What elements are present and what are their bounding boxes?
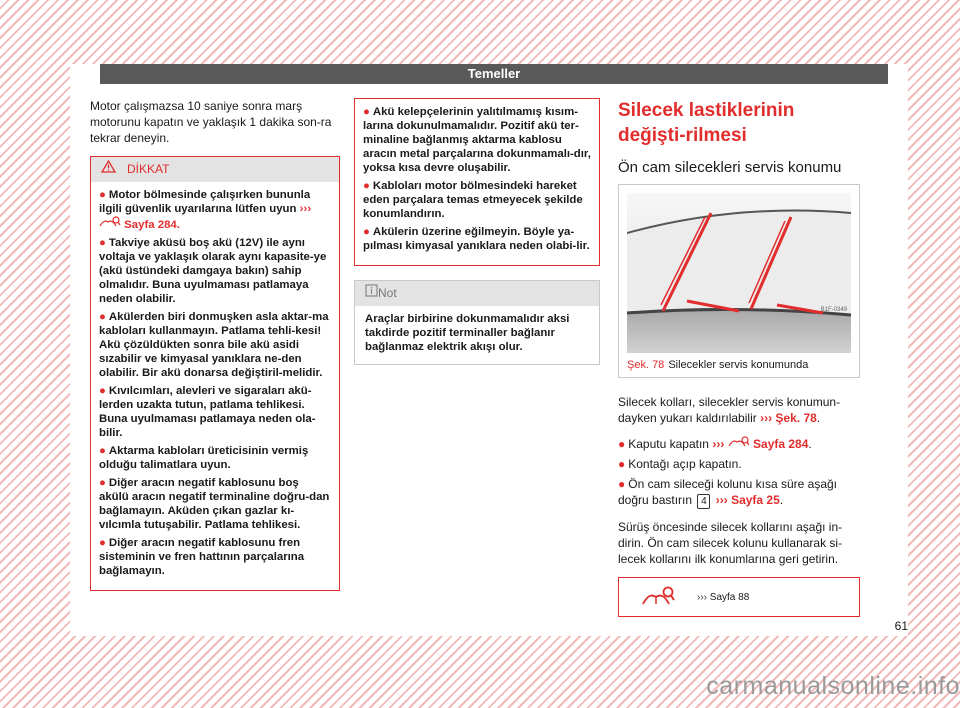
step-ref-link[interactable]: Sayfa 25: [731, 493, 780, 507]
column-middle: [354, 98, 600, 365]
figure-link[interactable]: Şek. 78: [775, 411, 817, 425]
column-left: [90, 98, 340, 605]
intro-text: Silecek kolları, silecekler servis konumun-dayken yukarı kaldırılabilir ››› Şek. 78.: [618, 395, 841, 425]
warning-body: [355, 99, 599, 265]
control-number-badge: 4: [697, 494, 710, 509]
figure-ref: Şek. 78: [627, 359, 665, 371]
figure-caption: Şek. 78 Silecekler servis konumunda: [627, 359, 809, 371]
warning-ref-link[interactable]: Sayfa 284.: [124, 219, 180, 231]
sub-title: Ön cam silecekleri servis konumu: [618, 159, 842, 176]
warning-item: ● Kıvılcımları, alevleri ve sigaraları akü-lerden uzakta tutun, patlama tehlikesi. Buna uyulmaması patlamaya neden ola-bilir.: [99, 385, 316, 439]
warning-title: DİKKAT: [127, 162, 170, 176]
page-number: 61: [894, 619, 908, 633]
step-item: ● Ön cam sileceği kolunu kısa süre aşağı doğru bastırın 4 ››› Sayfa 25.: [618, 477, 838, 507]
warning-item: ● Kabloları motor bölmesindeki hareket eden parçalara temas etmeyecek şekilde konumlandırın.: [363, 180, 583, 220]
warning-item: ● Akülerden biri donmuşken asla aktar-ma kabloları kullanmayın. Patlama tehli-kesi! Akü çözüldükten sonra bile akü asidi sızabilir ve kimyasal yanıklara ne-den olabilir. Bir akü donarsa değiştiril-melidir.: [99, 311, 329, 379]
warning-item: ● Aktarma kabloları üreticisinin vermiş olduğu talimatlara uyun.: [99, 445, 309, 471]
step-item: ● Kontağı açıp kapatın.: [618, 457, 742, 471]
step-item: ● Kaputu kapatın ››› Sayfa 284.: [618, 437, 812, 451]
warning-box: [90, 156, 340, 591]
watermark: carmanualsonline.info: [706, 672, 960, 700]
warning-item: ● Motor bölmesinde çalışırken bununla ilgili güvenlik uyarılarına lütfen uyun ››› Sayfa 284.: [99, 189, 312, 231]
section-title: Silecek lastiklerinin değişti-rilmesi: [618, 100, 795, 146]
note-text: Araçlar birbirine dokunmamalıdır aksi takdirde pozitif terminaller bağlanır bağlanmaz elektrik akışı olur.: [365, 313, 570, 353]
warning-item: ● Diğer aracın negatif kablosunu boş akülü aracın negatif terminaline doğru-dan bağlamayın. Aküden çıkan gazlar kı-vılcımla tutuşabilir. Patlama tehlikesi.: [99, 477, 330, 531]
warning-item: ● Akü kelepçelerinin yalıtılmamış kısım-larına dokunulmamalıdır. Pozitif akü ter-minaline bağlanmış aktarma kablosu aracın metal parçalarına dokunmamalı-dır, yoksa kısa devre oluşabilir.: [363, 106, 591, 174]
figure: [618, 184, 860, 378]
figure-code: B1F-0349: [820, 307, 847, 313]
chevron-arrows-icon: ›››: [712, 437, 725, 451]
warning-item: ● Akülerin üzerine eğilmeyin. Böyle ya-pılması kimyasal yanıklara neden olabi-lir.: [363, 226, 590, 252]
page-header: Temeller: [100, 64, 888, 84]
warning-box-continued: [354, 98, 600, 266]
warning-item: ● Diğer aracın negatif kablosunu fren sisteminin ve fren hattının parçalarına bağlamayın.: [99, 537, 305, 577]
intro-paragraph: Motor çalışmazsa 10 saniye sonra marş motorunu kapatın ve yaklaşık 1 dakika son-ra tekrar deneyin.: [90, 99, 332, 145]
warning-body: [91, 182, 339, 590]
chevron-arrows-icon: ›››: [715, 493, 728, 507]
reference-box[interactable]: [618, 577, 860, 617]
chevron-arrows-icon: ›››: [760, 411, 773, 425]
chevron-arrows-icon: ›››: [299, 203, 312, 215]
book-wrench-icon: [99, 219, 121, 231]
warning-triangle-icon: [101, 157, 119, 182]
book-wrench-icon: [728, 437, 750, 451]
wiper-service-illustration: [627, 193, 851, 353]
note-icon: [365, 281, 378, 306]
reference-box-link[interactable]: Sayfa 88: [709, 591, 750, 603]
warning-header: [91, 157, 339, 182]
note-title: Not: [378, 286, 397, 300]
note-header: [355, 281, 599, 306]
step-ref-link[interactable]: Sayfa 284: [753, 437, 809, 451]
outro-paragraph: Sürüş öncesinde silecek kollarını aşağı in-dirin. Ön cam silecek kolunu kullanarak si-lecek kollarını ilk konumlarına geri getirin.: [618, 520, 843, 566]
note-box: [354, 280, 600, 365]
chevron-arrows-icon: ›››: [697, 591, 707, 603]
warning-item: ● Takviye aküsü boş akü (12V) ile aynı voltaja ve yaklaşık olarak aynı kapasite-ye (akü üstündeki damgaya bakın) sahip olmalıdır. Buna uyulmaması patlamaya neden olabilir.: [99, 237, 327, 305]
manual-page: [70, 64, 908, 636]
column-right: [618, 98, 860, 617]
book-wrench-icon: [641, 585, 675, 610]
